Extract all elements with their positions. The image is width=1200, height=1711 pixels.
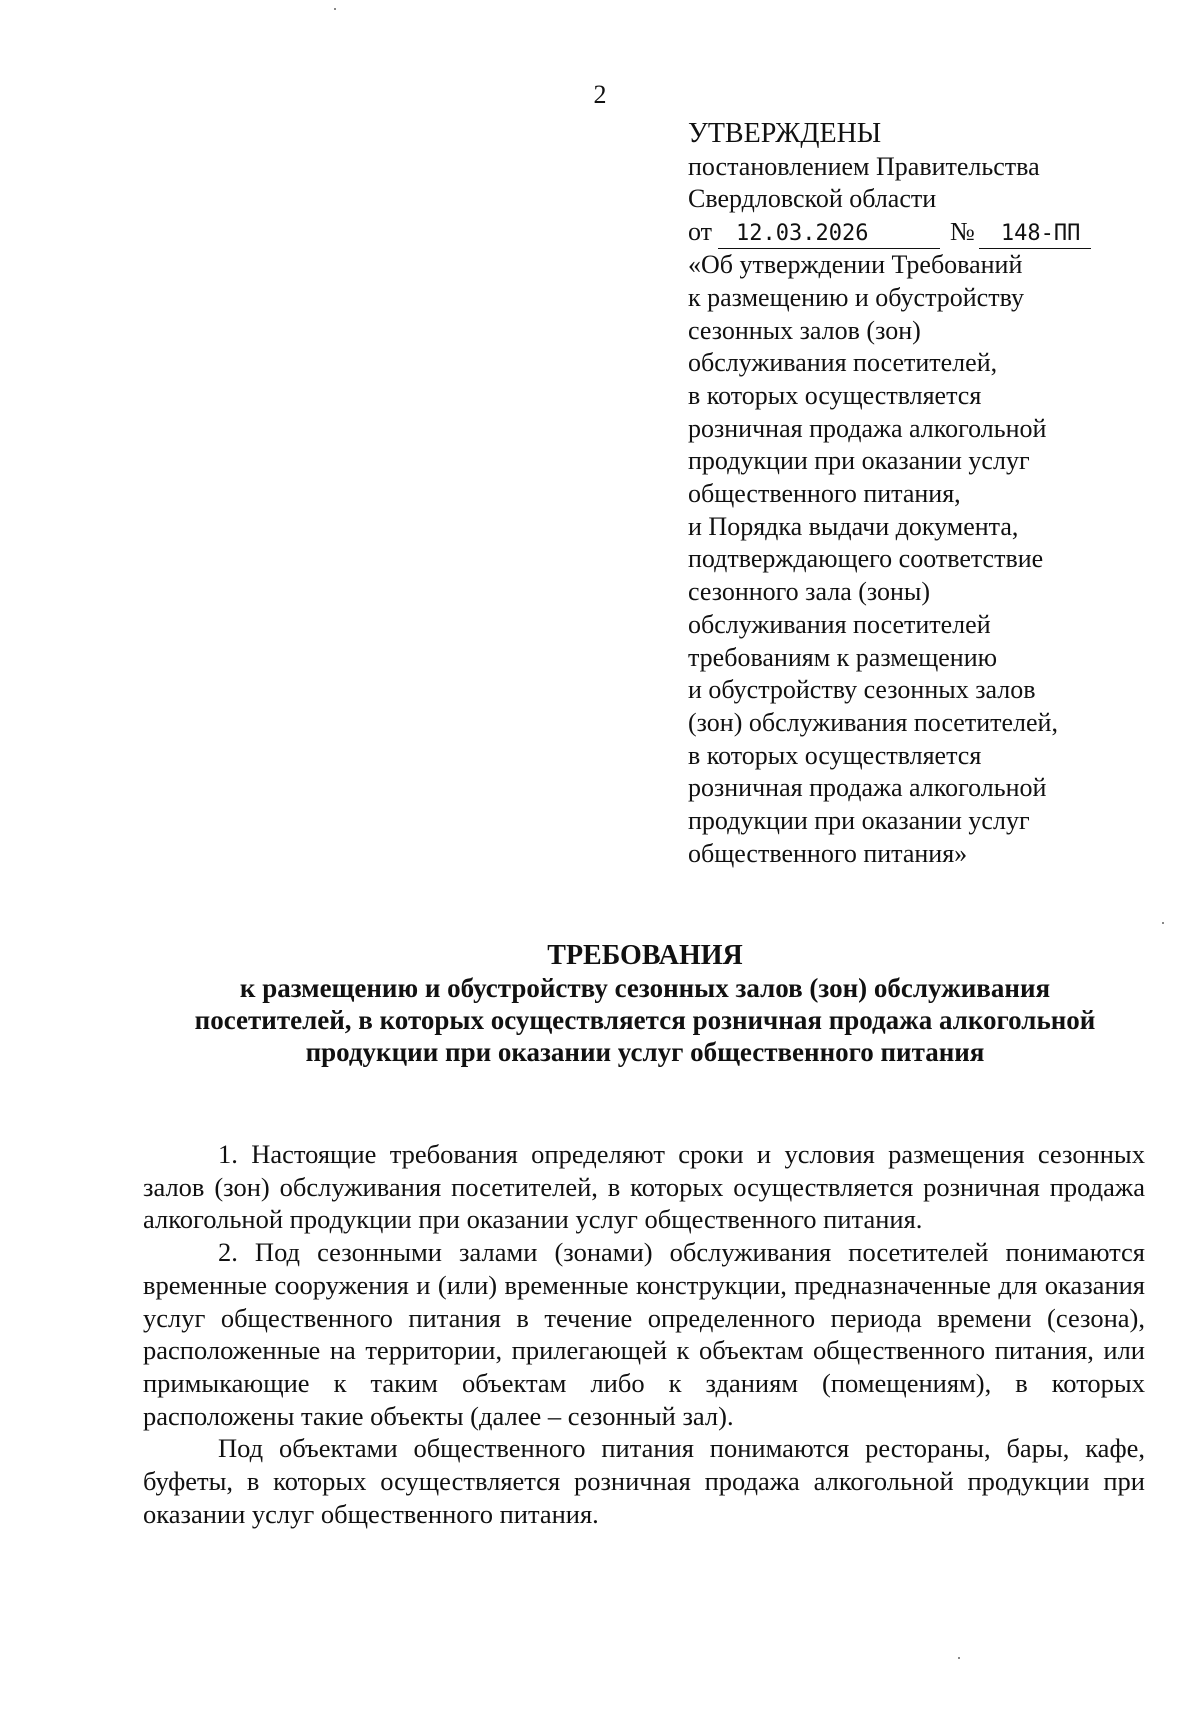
subject-line: и Порядка выдачи документа, <box>688 511 1019 541</box>
subject-line: к размещению и обустройству <box>688 282 1024 312</box>
title-heading: ТРЕБОВАНИЯ <box>547 940 743 971</box>
scan-dot <box>1162 922 1164 924</box>
date-prefix: от <box>688 217 713 247</box>
document-title <box>130 940 1160 1068</box>
subject-line: сезонного зала (зоны) <box>688 577 931 607</box>
approval-line-1: постановлением Правительства <box>688 151 1040 181</box>
subject-line: подтверждающего соответствие <box>688 544 1044 574</box>
subject-line: обслуживания посетителей, <box>688 348 998 378</box>
paragraph-3: Под объектами общественного питания понимаются рестораны, бары, кафе, буфеты, в которых осуществляется розничная продажа алкогольной продукции при оказании услуг общественного питания. <box>143 1433 1145 1529</box>
title-line-2: посетителей, в которых осуществляется розничная продажа алкогольной <box>194 1005 1096 1035</box>
scan-dot <box>958 1657 960 1659</box>
document-body <box>143 1138 1145 1530</box>
scan-dot <box>334 8 336 10</box>
subject-line: сезонных залов (зон) <box>688 315 921 345</box>
title-line-3: продукции при оказании услуг общественного питания <box>305 1037 985 1067</box>
subject-line: в которых осуществляется <box>688 380 982 410</box>
subject-line: розничная продажа алкогольной <box>688 413 1047 443</box>
subject-line: общественного питания, <box>688 479 961 509</box>
subject-line: продукции при оказании услуг <box>688 806 1030 836</box>
paragraph-2: 2. Под сезонными залами (зонами) обслуживания посетителей понимаются временные сооружения и (или) временные конструкции, предназначенные для оказания услуг общественного питания в течение определенного периода времени (сезона), расположенные на территории, прилегающей к объектам общественного питания, или примыкающие к таким объектам либо к зданиям (помещениям), в которых расположены такие объекты (далее – сезонный зал). <box>143 1237 1145 1431</box>
subject-line: продукции при оказании услуг <box>688 446 1030 476</box>
subject-line: требованиям к размещению <box>688 642 998 672</box>
paragraph-1: 1. Настоящие требования определяют сроки и условия размещения сезонных залов (зон) обслуживания посетителей, в которых осуществляется розничная продажа алкогольной продукции при оказании услуг общественного питания. <box>143 1139 1145 1235</box>
approval-line-2: Свердловской области <box>688 184 937 214</box>
page-number: 2 <box>593 80 607 109</box>
approved-title: УТВЕРЖДЕНЫ <box>688 118 882 149</box>
subject-line: (зон) обслуживания посетителей, <box>688 707 1058 737</box>
title-line-1: к размещению и обустройству сезонных залов (зон) обслуживания <box>239 973 1051 1003</box>
number-value: 148-ПП <box>979 220 1091 249</box>
date-value: 12.03.2026 <box>718 220 940 249</box>
subject-line: общественного питания» <box>688 838 968 868</box>
subject-line: обслуживания посетителей <box>688 609 991 639</box>
subject-line: розничная продажа алкогольной <box>688 773 1047 803</box>
subject-line: «Об утверждении Требований <box>688 250 1023 280</box>
date-number-line <box>688 216 1158 249</box>
number-sign: № <box>950 217 975 247</box>
subject-line: в которых осуществляется <box>688 740 982 770</box>
subject-line: и обустройству сезонных залов <box>688 675 1036 705</box>
approval-block <box>688 118 1158 870</box>
